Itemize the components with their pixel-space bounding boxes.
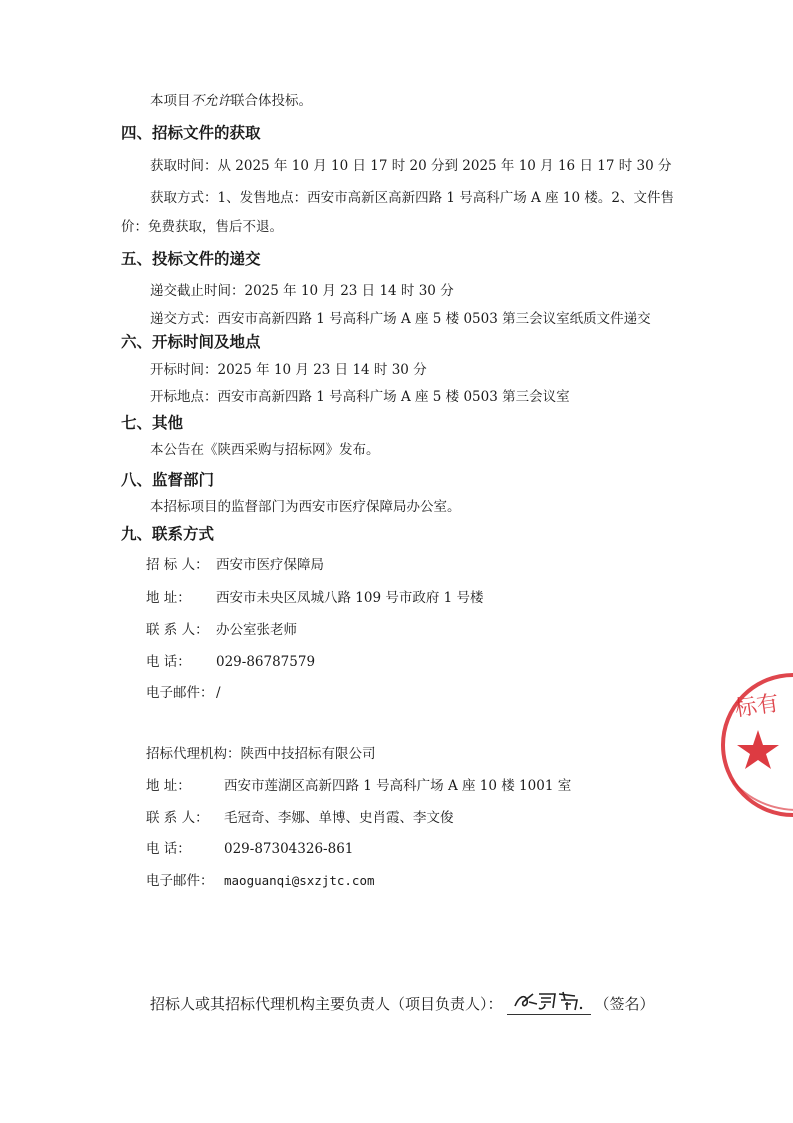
s5-method: 递交方式：西安市高新四路 1 号高科广场 A 座 5 楼 0503 第三会议室纸质文件递交 bbox=[150, 311, 651, 327]
tenderer-phone-label: 电 话： bbox=[146, 654, 191, 670]
agency-address-label: 地 址： bbox=[146, 778, 191, 794]
section-9-heading: 九、联系方式 bbox=[121, 525, 215, 543]
agency-email: maoguanqi@sxzjtc.com bbox=[224, 873, 375, 888]
intro-emphasis: 不允许 bbox=[190, 93, 231, 109]
signature-prefix: 招标人或其招标代理机构主要负责人（项目负责人）： bbox=[150, 995, 503, 1013]
section-4-heading: 四、招标文件的获取 bbox=[121, 124, 261, 142]
agency-phone-label: 电 话： bbox=[146, 841, 191, 857]
company-seal bbox=[718, 670, 793, 820]
tenderer-email: / bbox=[216, 685, 221, 701]
tenderer-address: 西安市未央区凤城八路 109 号市政府 1 号楼 bbox=[216, 590, 484, 606]
seal-star-icon bbox=[737, 730, 779, 769]
seal-text: 标有 bbox=[733, 691, 781, 722]
agency-name-label: 招标代理机构： bbox=[146, 746, 241, 762]
s4-method-line2: 价：免费获取，售后不退。 bbox=[121, 219, 283, 235]
intro-suffix: 联合体投标。 bbox=[231, 93, 312, 109]
tenderer-name-row bbox=[146, 556, 324, 574]
tenderer-phone: 029-86787579 bbox=[216, 654, 316, 670]
agency-address: 西安市莲湖区高新四路 1 号高科广场 A 座 10 楼 1001 室 bbox=[224, 778, 572, 794]
tenderer-address-row bbox=[146, 589, 484, 607]
s5-deadline: 递交截止时间：2025 年 10 月 23 日 14 时 30 分 bbox=[150, 283, 454, 299]
tenderer-name-label: 招 标 人： bbox=[146, 557, 209, 573]
s7-text: 本公告在《陕西采购与招标网》发布。 bbox=[150, 442, 380, 458]
signature-row bbox=[150, 992, 655, 1015]
agency-name-row bbox=[146, 745, 376, 763]
agency-contact-row bbox=[146, 809, 454, 827]
handwritten-signature bbox=[511, 988, 587, 1014]
tenderer-contact-label: 联 系 人： bbox=[146, 622, 209, 638]
signature-suffix: （签名） bbox=[594, 995, 655, 1013]
intro-prefix: 本项目 bbox=[150, 93, 191, 109]
tenderer-email-label: 电子邮件： bbox=[146, 685, 214, 701]
section-5-heading: 五、投标文件的递交 bbox=[121, 250, 261, 268]
s4-time: 获取时间：从 2025 年 10 月 10 日 17 时 20 分到 2025 年 10 月 16 日 17 时 30 分 bbox=[150, 158, 672, 174]
s8-text: 本招标项目的监督部门为西安市医疗保障局办公室。 bbox=[150, 499, 461, 515]
signature-field bbox=[507, 992, 591, 1015]
agency-address-row bbox=[146, 777, 571, 795]
agency-email-row bbox=[146, 872, 375, 890]
tenderer-phone-row bbox=[146, 653, 315, 671]
agency-email-label: 电子邮件： bbox=[146, 873, 214, 889]
agency-phone: 029-87304326-861 bbox=[224, 841, 354, 857]
tenderer-contact-row bbox=[146, 621, 297, 639]
intro-line bbox=[150, 92, 312, 110]
agency-contact-label: 联 系 人： bbox=[146, 810, 209, 826]
s6-place: 开标地点：西安市高新四路 1 号高科广场 A 座 5 楼 0503 第三会议室 bbox=[150, 389, 570, 405]
section-8-heading: 八、监督部门 bbox=[121, 471, 215, 489]
s6-time: 开标时间：2025 年 10 月 23 日 14 时 30 分 bbox=[150, 362, 427, 378]
section-7-heading: 七、其他 bbox=[121, 414, 184, 432]
tenderer-name: 西安市医疗保障局 bbox=[216, 557, 324, 573]
agency-name: 陕西中技招标有限公司 bbox=[240, 746, 376, 762]
agency-contact: 毛冠奇、李娜、单博、史肖霞、李文俊 bbox=[224, 810, 454, 826]
tenderer-contact: 办公室张老师 bbox=[216, 622, 297, 638]
agency-phone-row bbox=[146, 840, 353, 858]
s4-method-line1: 获取方式：1、发售地点：西安市高新区高新四路 1 号高科广场 A 座 10 楼。2、文件售 bbox=[150, 190, 674, 206]
tenderer-email-row bbox=[146, 684, 221, 702]
section-6-heading: 六、开标时间及地点 bbox=[121, 333, 261, 351]
tenderer-address-label: 地 址： bbox=[146, 590, 191, 606]
